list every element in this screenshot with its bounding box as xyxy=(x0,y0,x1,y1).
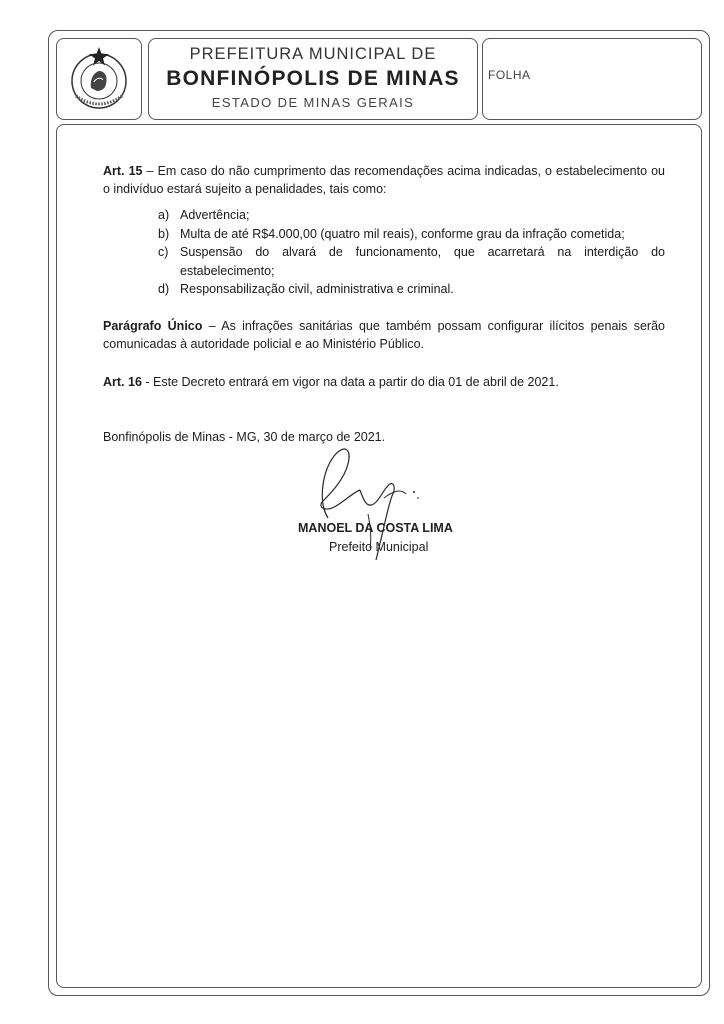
list-item-text: Advertência; xyxy=(180,208,250,222)
article-15-text: – Em caso do não cumprimento das recomendações acima indicadas, o estabelecimento ou o indivíduo estará sujeito a penalidades, tais como: xyxy=(103,164,665,196)
article-16-text: - Este Decreto entrará em vigor na data a partir do dia 01 de abril de 2021. xyxy=(141,375,559,389)
list-item xyxy=(158,280,665,299)
signer-title: Prefeito Municipal xyxy=(329,540,429,554)
list-item-letter: b) xyxy=(158,226,170,241)
header-box xyxy=(148,38,478,120)
list-item-text: Suspensão do alvará de funcionamento, que acarretará na interdição do estabelecimento; xyxy=(180,245,665,278)
folha-label: FOLHA xyxy=(488,68,531,82)
list-item-text: Multa de até R$4.000,00 (quatro mil reais), conforme grau da infração cometida; xyxy=(180,226,625,241)
penalties-list xyxy=(158,206,665,299)
header-estado: ESTADO DE MINAS GERAIS xyxy=(211,95,415,110)
list-item-text: Responsabilização civil, administrativa e criminal. xyxy=(180,282,454,296)
article-15-label: Art. 15 xyxy=(103,164,143,178)
paragrafo-unico-label: Parágrafo Único xyxy=(103,319,203,333)
article-15 xyxy=(103,162,665,198)
paragrafo-unico xyxy=(103,317,665,353)
header-prefeitura: PREFEITURA MUNICIPAL DE xyxy=(189,45,437,63)
list-item xyxy=(158,206,665,225)
seal-box xyxy=(56,38,142,120)
signer-name: MANOEL DA COSTA LIMA xyxy=(298,521,453,535)
list-item xyxy=(158,225,665,244)
list-item-letter: c) xyxy=(158,245,169,259)
article-16 xyxy=(103,373,665,391)
municipal-seal-icon xyxy=(64,44,134,114)
paragrafo-unico-text: – As infrações sanitárias que também possam configurar ilícitos penais serão comunicadas à autoridade policial e ao Ministério Público. xyxy=(103,319,665,351)
list-item-letter: a) xyxy=(158,208,170,222)
list-item-letter: d) xyxy=(158,282,170,296)
list-item xyxy=(158,243,665,280)
folha-box xyxy=(482,38,702,120)
header-municipio: BONFINÓPOLIS DE MINAS xyxy=(166,67,460,90)
dateline: Bonfinópolis de Minas - MG, 30 de março de 2021. xyxy=(103,430,386,444)
article-16-label: Art. 16 xyxy=(103,375,142,389)
